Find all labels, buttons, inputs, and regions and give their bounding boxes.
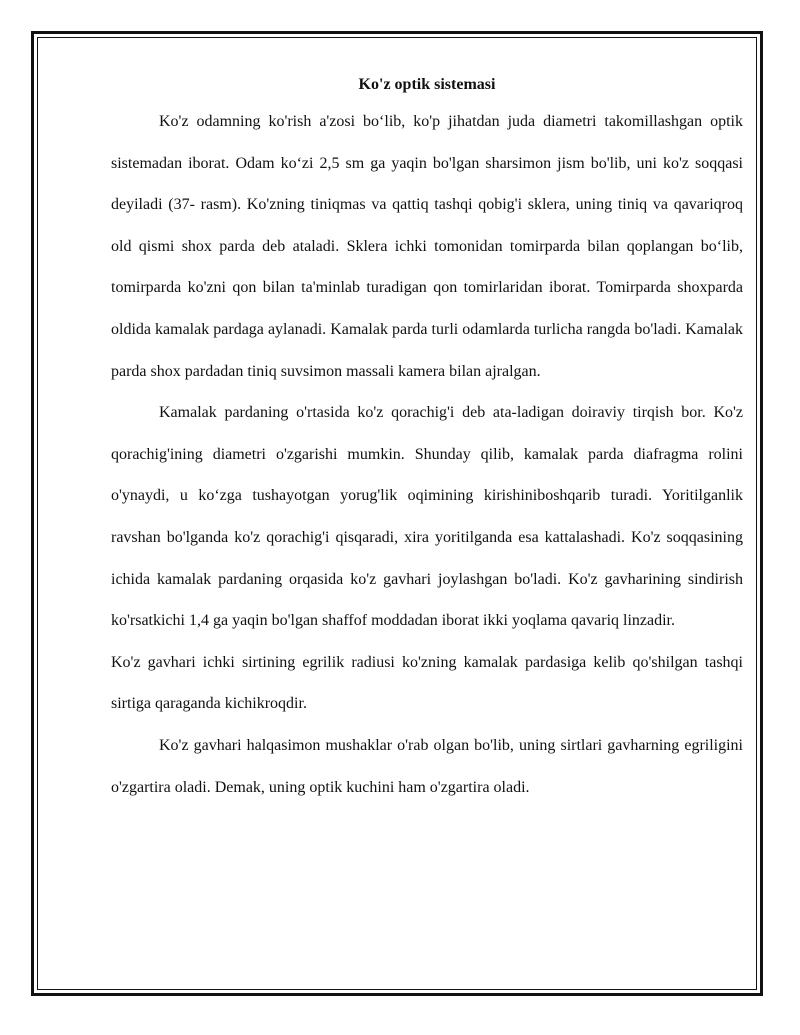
paragraph-4: Ko'z gavhari halqasimon mushaklar o'rab olgan bo'lib, uning sirtlari gavharning egriligini o'zgartira oladi. Demak, uning optik kuchini ham o'zgartira oladi. (111, 736, 743, 796)
document-body (111, 70, 743, 808)
paragraph-1: Ko'z odamning ko'rish a'zosi bo‘lib, ko'p jihatdan juda diametri takomillashgan optik sistemadan iborat. Odam ko‘zi 2,5 sm ga yaqin bo'lgan sharsimon jism bo'lib, uni ko'z soqqasi deyiladi (37- rasm). Ko'zning tiniqmas va qattiq tashqi qobig'i sklera, uning tiniq va qavariqroq old qismi shox parda deb ataladi. Sklera ichki tomonidan tomirparda bilan qoplangan bo‘lib, tomirparda ko'zni qon bilan ta'minlab turadigan qon tomirlaridan iborat. Tomirparda shoxparda oldida kamalak pardaga aylanadi. Kamalak parda turli odamlarda turlicha rangda bo'ladi. Kamalak parda shox pardadan tiniq suvsimon massali kamera bilan ajralgan. (111, 113, 743, 380)
document-title: Ko'z optik sistemasi (358, 76, 496, 93)
paragraph-2: Kamalak pardaning o'rtasida ko'z qorachig'i deb ata-ladigan doiraviy tirqish bor. Ko'z qorachig'ining diametri o'zgarishi mumkin. Shunday qilib, kamalak parda diafragma rolini o'ynaydi, u ko‘zga tushayotgan yorug'lik oqimining kirishiniboshqarib turadi. Yoritilganlik ravshan bo'lganda ko'z qorachig'i qisqaradi, xira yoritilganda esa kattalashadi. Ko'z soqqasining ichida kamalak pardaning orqasida ko'z gavhari joylashgan bo'ladi. Ko'z gavharining sindirish ko'rsatkichi 1,4 ga yaqin bo'lgan shaffof moddadan iborat ikki yoqlama qavariq linzadir. (111, 404, 743, 630)
paragraph-3: Ko'z gavhari ichki sirtining egrilik radiusi ko'zning kamalak pardasiga kelib qo'shilgan tashqi sirtiga qaraganda kichikroqdir. (111, 653, 743, 713)
